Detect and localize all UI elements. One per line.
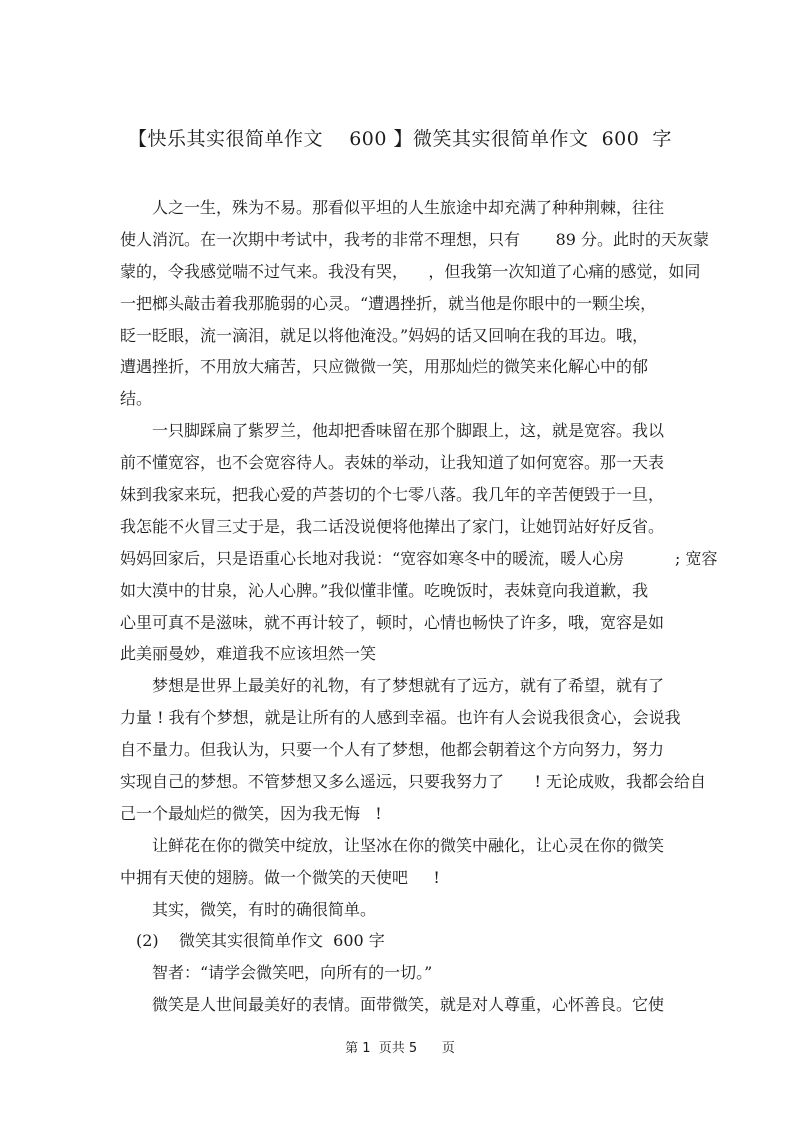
document-title: 【快乐其实很简单作文 600 】微笑其实很简单作文 600 字 (128, 128, 672, 150)
paragraph-line: 智者：“请学会微笑吧，向所有的一切。” (152, 963, 433, 982)
paragraph-line: 此美丽曼妙，难道我不应该坦然一笑 (120, 644, 377, 663)
paragraph-line: 结。 (120, 389, 153, 408)
page-footer: 第 1 页共 5 页 (345, 1041, 455, 1056)
paragraph-line: 前不懂宽容，也不会宽容待人。表妹的举动，让我知道了如何宽容。那一天表 (120, 453, 665, 472)
paragraph-line: 妹到我家来玩，把我心爱的芦荟切的个七零八落。我几年的辛苦便毁于一旦， (120, 485, 665, 504)
paragraph-line: 其实，微笑，有时的确很简单。 (152, 900, 377, 919)
paragraph-line: 中拥有天使的翅膀。做一个微笑的天使吧 ! (120, 868, 440, 887)
paragraph-line: 使人消沉。在一次期中考试中，我考的非常不理想，只有 89 分。此时的天灰蒙 (120, 230, 710, 249)
paragraph-line: 力量 ! 我有个梦想，就是让所有的人感到幸福。也许有人会说我很贪心，会说我 (120, 708, 681, 727)
paragraph-line: 遭遇挫折，不用放大痛苦，只应微微一笑，用那灿烂的微笑来化解心中的郁 (120, 357, 649, 376)
paragraph-line: 如大漠中的甘泉，沁人心脾。”我似懂非懂。吃晚饭时，表妹竟向我道歉，我 (120, 581, 649, 600)
paragraph-line: 让鲜花在你的微笑中绽放，让坚冰在你的微笑中融化，让心灵在你的微笑 (152, 836, 665, 855)
paragraph-line: 妈妈回家后，只是语重心长地对我说：“宽容如寒冬中的暖流，暖人心房 ; 宽容 (120, 549, 718, 568)
paragraph-line: 一把榔头敲击着我那脆弱的心灵。“遭遇挫折，就当他是你眼中的一颗尘埃， (120, 294, 657, 313)
paragraph-line: 实现自己的梦想。不管梦想又多么遥远，只要我努力了 ! 无论成败，我都会给自 (120, 772, 707, 791)
paragraph-line: 眨一眨眼，流一滴泪，就足以将他淹没。”妈妈的话又回响在我的耳边。哦， (120, 326, 649, 345)
paragraph-line: 蒙的，令我感觉喘不过气来。我没有哭， ，但我第一次知道了心痛的感觉，如同 (120, 262, 701, 281)
paragraph-line: 梦想是世界上最美好的礼物，有了梦想就有了远方，就有了希望，就有了 (152, 676, 665, 695)
paragraph-line: 人之一生，殊为不易。那看似平坦的人生旅途中却充满了种种荆棘，往往 (152, 198, 665, 217)
paragraph-line: 心里可真不是滋味，就不再计较了，顿时，心情也畅快了许多，哦，宽容是如 (120, 613, 665, 632)
paragraph-line: 自不量力。但我认为，只要一个人有了梦想，他都会朝着这个方向努力，努力 (120, 740, 665, 759)
paragraph-line: 我怎能不火冒三丈于是，我二话没说便将他撵出了家门，让她罚站好好反省。 (120, 517, 665, 536)
paragraph-line: 微笑是人世间最美好的表情。面带微笑，就是对人尊重，心怀善良。它使 (152, 995, 665, 1014)
paragraph-line: 己一个最灿烂的微笑，因为我无悔 ! (120, 804, 382, 823)
paragraph-line: 一只脚踩扁了紫罗兰，他却把香味留在那个脚跟上，这，就是宽容。我以 (152, 421, 665, 440)
section-heading: (2) 微笑其实很简单作文 600 字 (136, 931, 385, 950)
